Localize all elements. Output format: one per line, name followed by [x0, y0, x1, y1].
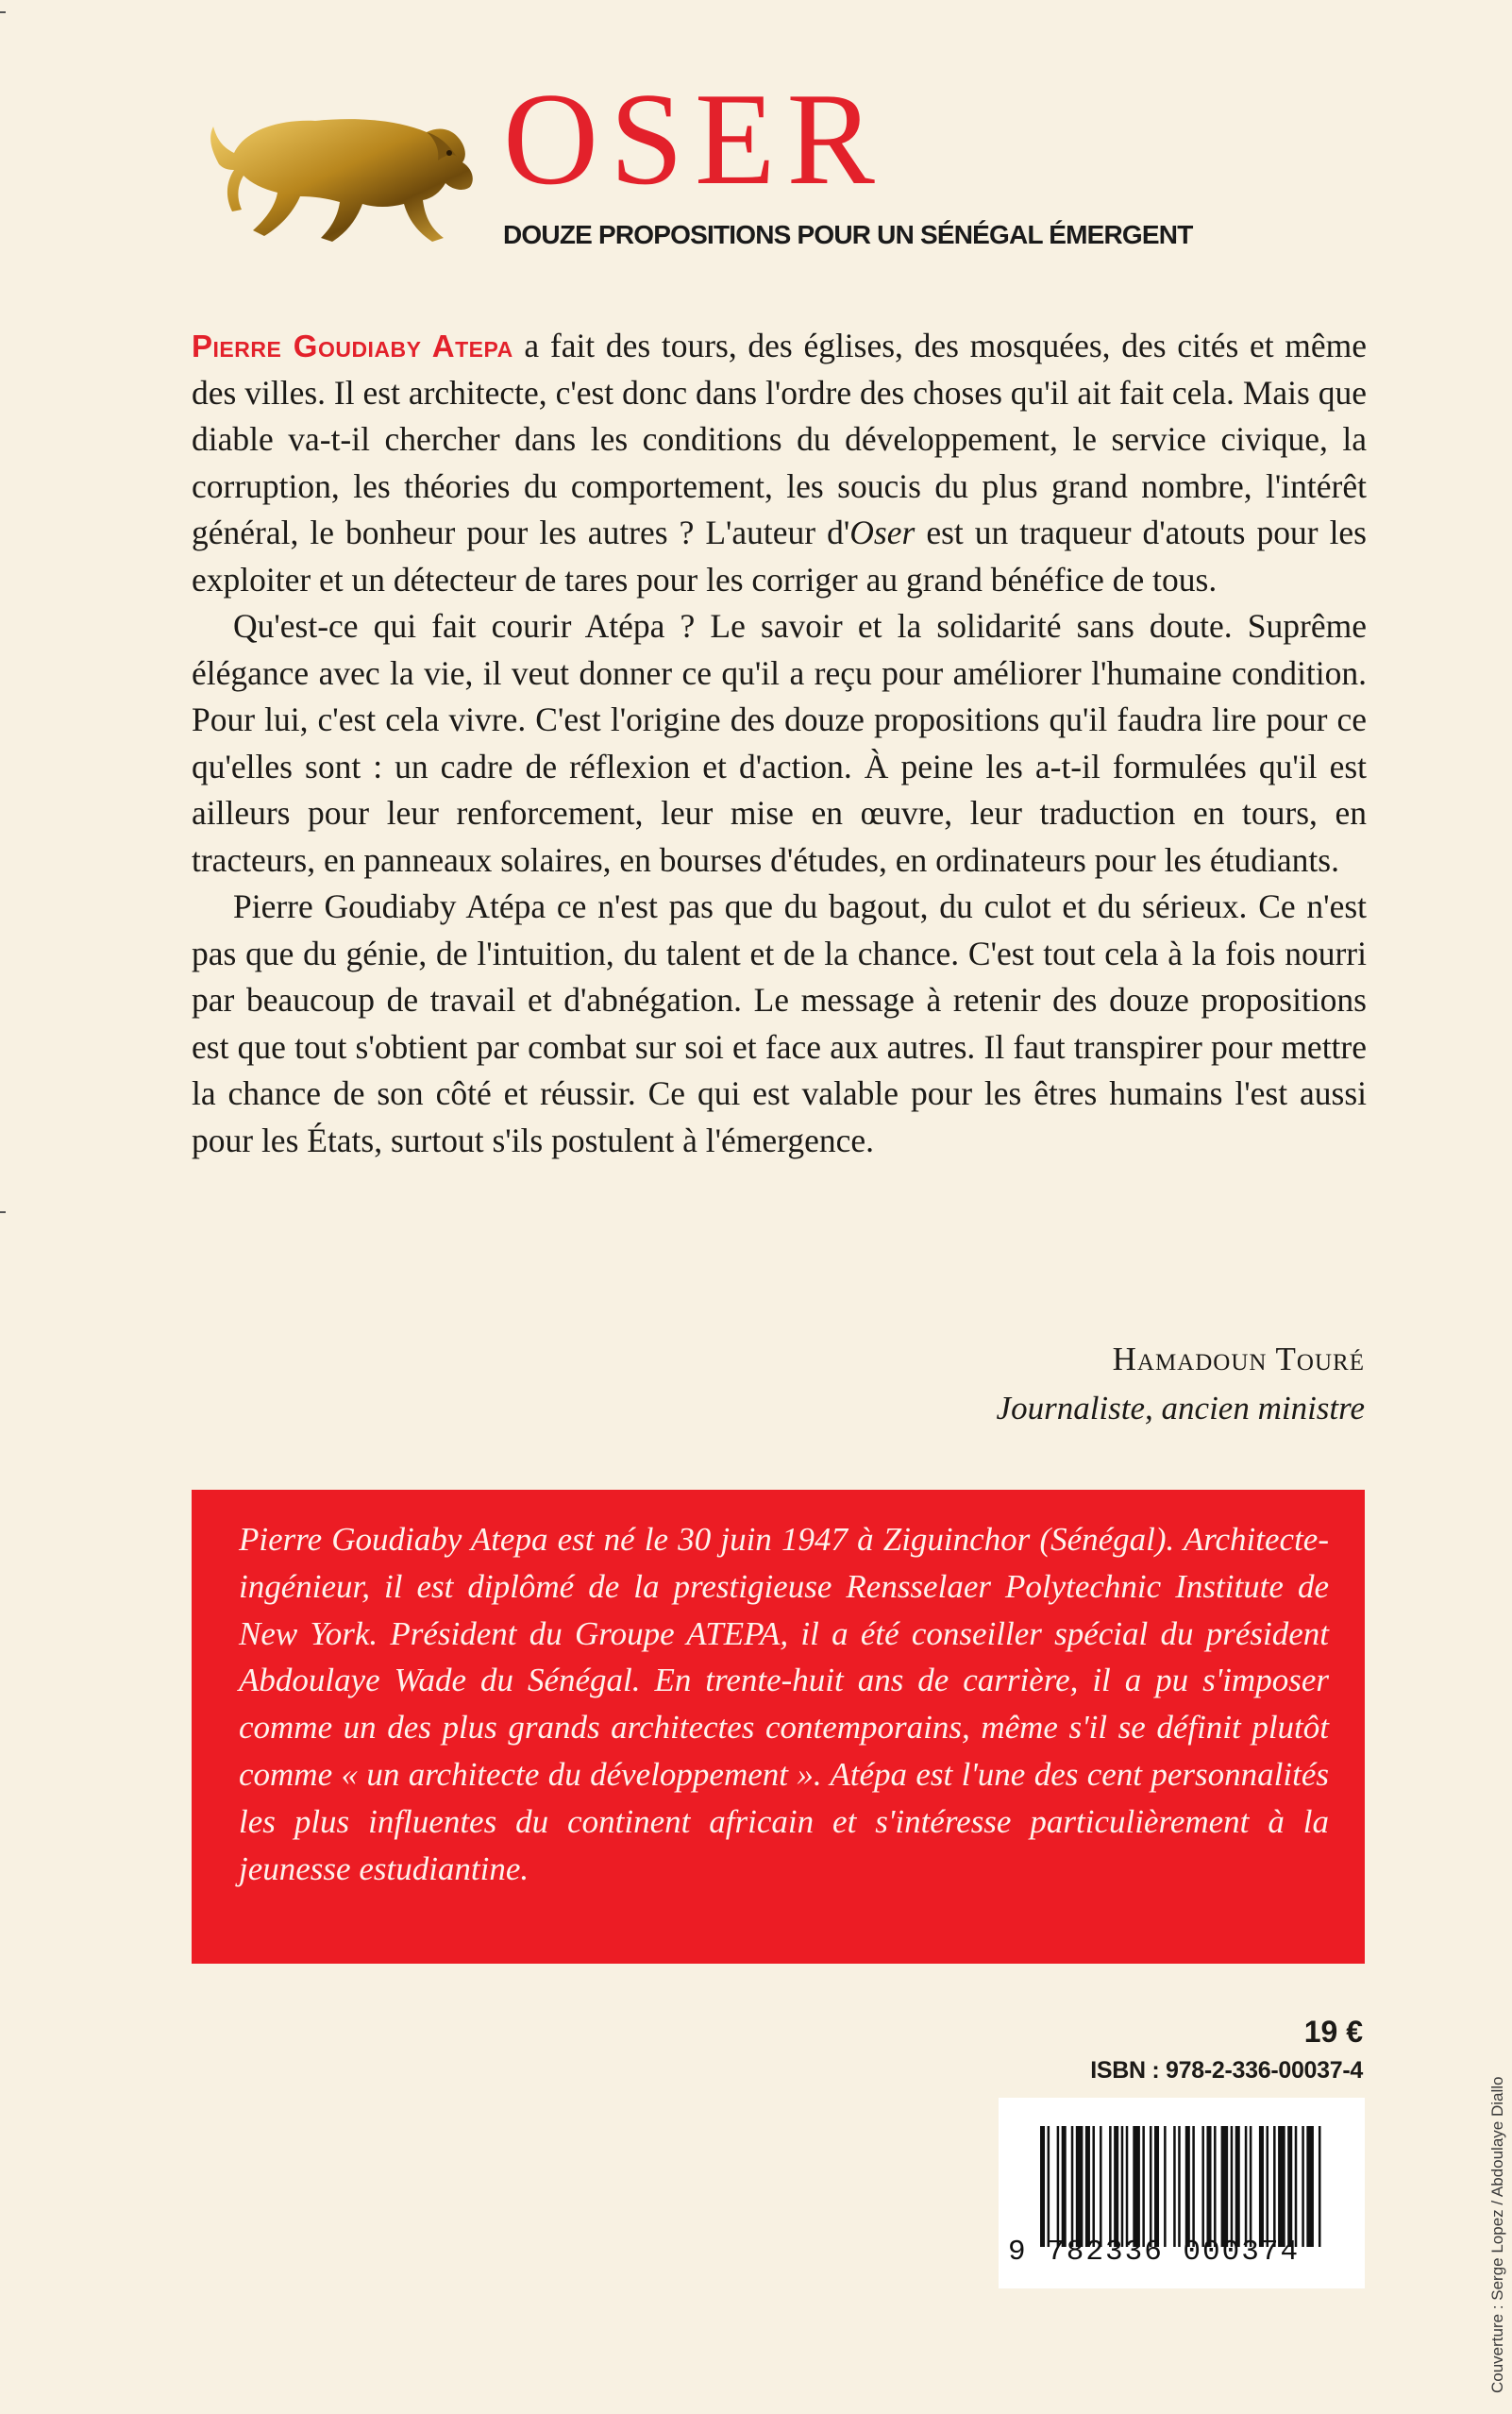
barcode-bar	[1057, 2126, 1060, 2247]
barcode-bar	[1173, 2126, 1176, 2247]
barcode-bar	[1306, 2126, 1314, 2247]
title-italic: Oser	[849, 514, 916, 551]
signature	[997, 1335, 1365, 1433]
isbn: ISBN : 978-2-336-00037-4	[1090, 2057, 1363, 2084]
barcode-bar	[1048, 2126, 1050, 2247]
barcode-bar	[1250, 2126, 1252, 2247]
barcode-bar	[1076, 2126, 1084, 2247]
barcode-bar	[1287, 2126, 1292, 2247]
cover-credit: Couverture : Serge Lopez / Abdoulaye Diallo	[1488, 2076, 1506, 2393]
barcode-bar	[1121, 2126, 1124, 2247]
price: 19 €	[1303, 2015, 1363, 2049]
barcode-bar	[1192, 2126, 1195, 2247]
barcode-bar	[1150, 2126, 1152, 2247]
barcode-bar	[1273, 2126, 1276, 2247]
barcode-bar	[1302, 2126, 1304, 2247]
barcode-bar	[1100, 2126, 1102, 2247]
barcode-bar	[1201, 2126, 1204, 2247]
barcode-bar	[1085, 2126, 1090, 2247]
barcode-bar	[1040, 2126, 1045, 2247]
author-bio-box	[192, 1490, 1365, 1964]
barcode-bar	[1126, 2126, 1129, 2247]
book-title: OSER	[503, 66, 886, 212]
barcode-bar	[1221, 2126, 1229, 2247]
barcode-bar	[1164, 2126, 1167, 2247]
barcode-bar	[1235, 2126, 1240, 2247]
barcode-bars	[1040, 2126, 1323, 2247]
barcode-bar	[1231, 2126, 1234, 2247]
barcode-bar	[1114, 2126, 1118, 2247]
blurb	[192, 323, 1367, 1164]
crop-mark	[0, 1211, 6, 1213]
blurb-paragraph: Pierre Goudiaby Atepa a fait des tours, des églises, des mosquées, des cités et même des villes. Il est architecte, c'est donc dans l'ordre des choses qu'il ait fait cela. Mais que diable va-t-il chercher dans les conditions du développement, le service civique, la corruption, les théories du comportement, les soucis du plus grand nombre, l'intérêt général, le bonheur pour les autres ? L'auteur d'Oser est un traqueur d'atouts pour les exploiter et un détecteur de tares pour les corriger au grand bénéfice de tous.	[192, 327, 1368, 599]
book-subtitle: DOUZE PROPOSITIONS POUR UN SÉNÉGAL ÉMERGENT	[503, 220, 1193, 249]
blurb-paragraph: Qu'est-ce qui fait courir Atépa ? Le savoir et la solidarité sans doute. Suprême élégance avec la vie, il veut donner ce qu'il a reçu pour améliorer l'humaine condition. Pour lui, c'est cela vivre. C'est l'origine des douze propositions qu'il faudra lire pour ce qu'elles sont : un cadre de réflexion et d'action. À peine les a-t-il formulées qu'il est ailleurs pour leur renforcement, leur mise en œuvre, leur traduction en tours, en tracteurs, en panneaux solaires, en bourses d'études, en ordinateurs pour les étudiants.	[192, 607, 1367, 879]
charging-bull-icon	[202, 98, 476, 251]
barcode-bar	[1278, 2126, 1285, 2247]
barcode-bar	[1266, 2126, 1268, 2247]
barcode-bar	[1178, 2126, 1181, 2247]
blurb-paragraph: Pierre Goudiaby Atépa ce n'est pas que du bagout, du culot et du sérieux. Ce n'est pas que du génie, de l'intuition, du talent et de la chance. C'est tout cela à la fois nourri par beaucoup de travail et d'abnégation. Le message à retenir des douze propositions est que tout s'obtient par combat sur soi et face aux autres. Il faut transpirer pour mettre la chance de son côté et réussir. Ce qui est valable pour les êtres humains l'est aussi pour les États, surtout s'ils postulent à l'émergence.	[192, 887, 1367, 1159]
barcode-bar	[1092, 2126, 1095, 2247]
barcode-digits: 9 782336 000374	[1008, 2236, 1301, 2269]
barcode-bar	[1295, 2126, 1298, 2247]
barcode-bar	[1109, 2126, 1112, 2247]
barcode-bar	[1154, 2126, 1159, 2247]
barcode-bar	[1062, 2126, 1067, 2247]
barcode-bar	[1319, 2126, 1321, 2247]
barcode-bar	[1142, 2126, 1145, 2247]
author-name: Pierre Goudiaby Atepa	[192, 329, 513, 363]
barcode-bar	[1185, 2126, 1190, 2247]
author-bio-text: Pierre Goudiaby Atepa est né le 30 juin 1947 à Ziguinchor (Sénégal). Architecte-ingénieur, il est diplômé de la prestigieuse Rensselaer Polytechnic Institute de New York. Président du Groupe ATEPA, il a été conseiller spécial du président Abdoulaye Wade du Sénégal. En trente-huit ans de carrière, il a pu s'imposer comme un des plus grands architectes contemporains, même s'il se définit plutôt comme « un architecte du développement ». Atépa est l'une des cent personnalités les plus influentes du continent africain et s'intéresse particulièrement à la jeunesse estudiantine.	[239, 1521, 1329, 1887]
barcode-bar	[1133, 2126, 1140, 2247]
crop-mark	[0, 11, 6, 13]
barcode-bar	[1259, 2126, 1264, 2247]
signature-role: Journaliste, ancien ministre	[996, 1390, 1365, 1426]
barcode-bar	[1206, 2126, 1211, 2247]
barcode-bar	[1245, 2126, 1248, 2247]
signature-name: Hamadoun Touré	[1112, 1341, 1365, 1377]
barcode-bar	[1071, 2126, 1074, 2247]
barcode	[999, 2098, 1365, 2288]
barcode-bar	[1214, 2126, 1217, 2247]
